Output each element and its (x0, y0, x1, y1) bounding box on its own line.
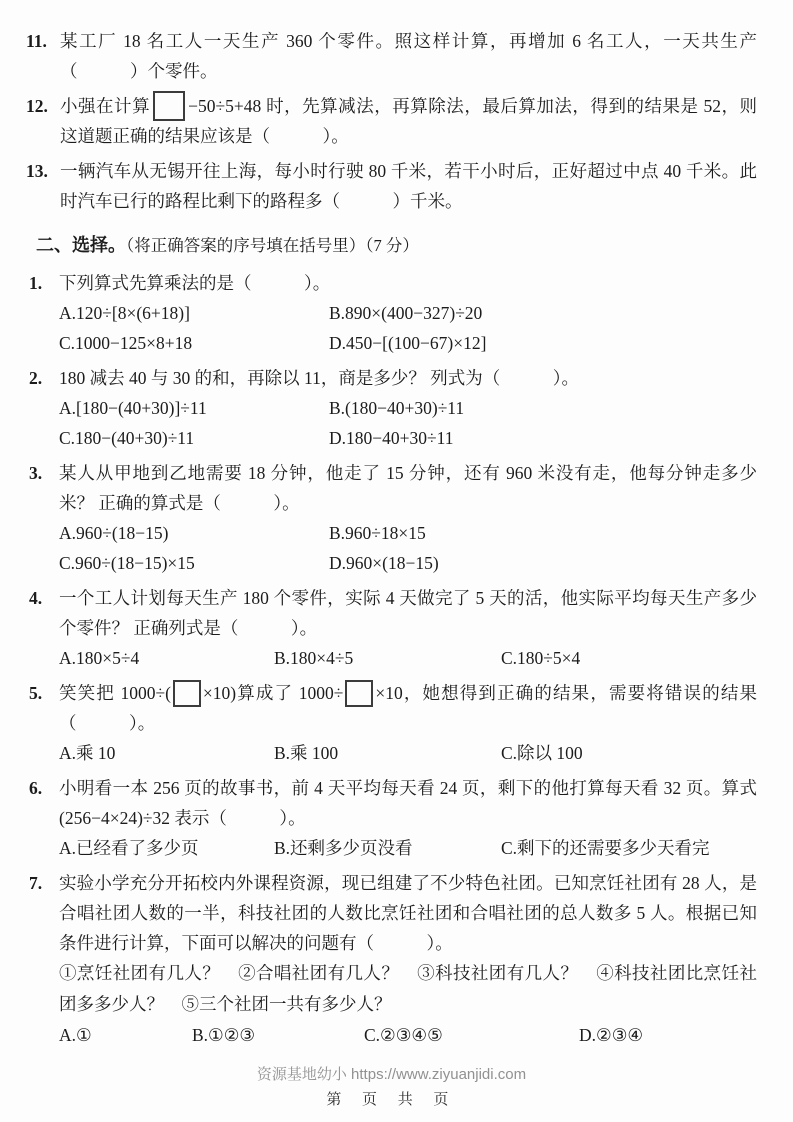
option-c: C.1000−125×8+18 (59, 333, 193, 353)
choice-question-7-options (59, 1020, 757, 1050)
question-12-text-pre: 小强在计算 (60, 96, 151, 116)
choice-question-2 (26, 363, 757, 453)
question-13-number: 13. (26, 161, 48, 181)
option-d: D.450−[(100−67)×12] (329, 333, 487, 353)
section-2-header (36, 230, 757, 261)
question-5-text-b: ×10)算成了 1000÷ (202, 683, 344, 703)
blank-box (153, 91, 185, 121)
question-12 (26, 91, 757, 151)
option-c: C.180−(40+30)÷11 (59, 428, 195, 448)
option-c: C.②③④⑤ (364, 1025, 443, 1045)
question-5-text-c: ×10，她想得到正确的结果，需要将错误的结果（ ）。 (59, 683, 757, 733)
source-site-text: 资源基地幼小 https://www.ziyuanjidi.com (256, 1066, 527, 1083)
option-a: A.180×5÷4 (59, 648, 140, 668)
option-b: B.890×(400−327)÷20 (329, 303, 483, 323)
choice-question-1-text: 下列算式先算乘法的是（ ）。 (59, 273, 331, 293)
section-2-subtitle: （将正确答案的序号填在括号里）（7 分） (126, 236, 419, 255)
choice-question-5-text (59, 678, 757, 738)
option-a: A.乘 10 (59, 743, 116, 763)
choice-question-3-options (59, 518, 757, 578)
question-12-text-post: −50÷5+48 时，先算减法，再算除法，最后算加法，得到的结果是 52，则这道题正确的结果应该是（ ）。 (60, 96, 758, 146)
choice-question-2-options (59, 393, 757, 453)
choice-question-4-options (59, 643, 757, 673)
page-footer (26, 1063, 757, 1122)
choice-question-1-options (59, 298, 757, 358)
option-c: C.180÷5×4 (501, 648, 581, 668)
choice-question-6-options (59, 833, 757, 863)
question-5-text-a: 笑笑把 1000÷( (59, 683, 171, 703)
option-c: C.960÷(18−15)×15 (59, 553, 195, 573)
choice-question-7-subquestions: ①烹饪社团有几人？ ②合唱社团有几人？ ③科技社团有几人？ ④科技社团比烹饪社团多多少人？ ⑤三个社团一共有多少人？ (59, 963, 757, 1014)
question-12-text (60, 91, 757, 151)
option-c: C.剩下的还需要多少天看完 (501, 838, 710, 858)
choice-section (26, 268, 757, 1055)
page-number-label: 第 页 共 页 (326, 1091, 457, 1108)
question-13 (26, 156, 757, 216)
option-d: D.180−40+30÷11 (329, 428, 454, 448)
choice-question-7 (26, 868, 757, 1050)
choice-question-3-number: 3. (29, 463, 43, 483)
option-a: A.960÷(18−15) (59, 523, 169, 543)
question-11-number: 11. (26, 31, 47, 51)
option-b: B.①②③ (192, 1025, 256, 1045)
option-a: A.120÷[8×(6+18)] (59, 303, 190, 323)
choice-question-7-number: 7. (29, 873, 43, 893)
option-b: B.还剩多少页没看 (274, 838, 413, 858)
option-a: A.已经看了多少页 (59, 838, 199, 858)
choice-question-6-number: 6. (29, 778, 43, 798)
choice-question-2-text: 180 减去 40 与 30 的和，再除以 11，商是多少？ 列式为（ ）。 (59, 368, 579, 388)
choice-question-4-number: 4. (29, 588, 43, 608)
choice-question-4-text: 一个工人计划每天生产 180 个零件，实际 4 天做完了 5 天的活，他实际平均每天生产多少个零件？ 正确列式是（ ）。 (59, 588, 757, 638)
section-2-title: 二、选择。 (36, 235, 126, 255)
option-d: D.960×(18−15) (329, 553, 439, 573)
option-a: A.① (59, 1025, 92, 1045)
choice-question-3-text: 某人从甲地到乙地需要 18 分钟，他走了 15 分钟，还有 960 米没有走，他每分钟走多少米？ 正确的算式是（ ）。 (59, 463, 757, 513)
choice-question-5-number: 5. (29, 683, 43, 703)
question-12-number: 12. (26, 96, 48, 116)
option-c: C.除以 100 (501, 743, 583, 763)
option-b: B.乘 100 (274, 743, 339, 763)
choice-question-5-options (59, 738, 757, 768)
fill-in-section (26, 26, 757, 221)
choice-question-6-text: 小明看一本 256 页的故事书，前 4 天平均每天看 24 页，剩下的他打算每天看 32 页。算式(256−4×24)÷32 表示（ ）。 (59, 778, 757, 828)
choice-question-5 (26, 678, 757, 768)
option-b: B.180×4÷5 (274, 648, 354, 668)
choice-question-1-number: 1. (29, 273, 43, 293)
choice-question-1 (26, 268, 757, 358)
choice-question-3 (26, 458, 757, 578)
option-d: D.②③④ (579, 1025, 644, 1045)
blank-box (345, 680, 373, 707)
choice-question-2-number: 2. (29, 368, 43, 388)
choice-question-6 (26, 773, 757, 863)
question-11-text: 某工厂 18 名工人一天生产 360 个零件。照这样计算，再增加 6 名工人，一天共生产（ ）个零件。 (60, 31, 757, 81)
question-11 (26, 26, 757, 86)
blank-box (173, 680, 201, 707)
question-13-text: 一辆汽车从无锡开往上海，每小时行驶 80 千米，若干小时后，正好超过中点 40 千米。此时汽车已行的路程比剩下的路程多（ ）千米。 (60, 161, 757, 211)
choice-question-7-text: 实验小学充分开拓校内外课程资源，现已组建了不少特色社团。已知烹饪社团有 28 人，是合唱社团人数的一半，科技社团的人数比烹饪社团和合唱社团的总人数多 5 人。根据已知条件进行计算，下面可以解决的问题有（ ）。 (59, 873, 757, 953)
option-a: A.[180−(40+30)]÷11 (59, 398, 207, 418)
choice-question-4 (26, 583, 757, 673)
option-b: B.(180−40+30)÷11 (329, 398, 465, 418)
option-b: B.960÷18×15 (329, 523, 426, 543)
